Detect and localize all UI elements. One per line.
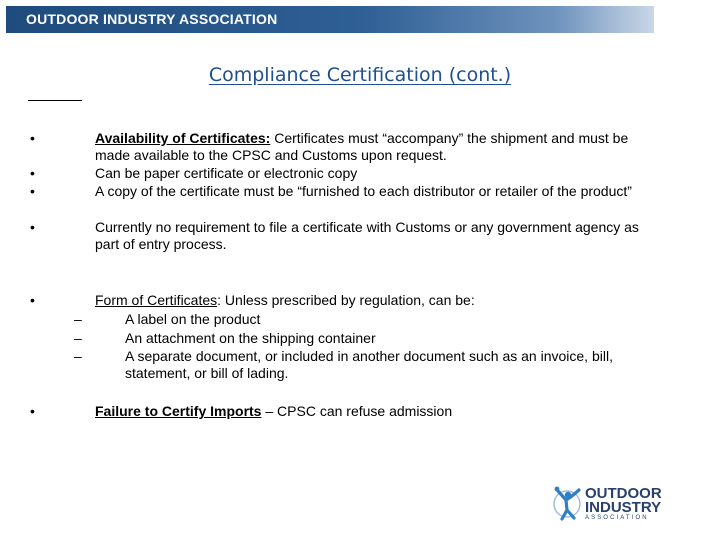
bullet-availability <box>95 130 665 164</box>
sub-item: A label on the product <box>125 311 261 327</box>
header-org-name: OUTDOOR INDUSTRY ASSOCIATION <box>26 11 278 27</box>
title-divider <box>28 100 82 101</box>
bullet-lead: Availability of Certificates: <box>95 130 271 146</box>
bullet-lead: Failure to Certify Imports <box>95 403 262 419</box>
slide-title: Compliance Certification (cont.) <box>208 64 512 86</box>
bullet-failure-to-certify <box>95 403 665 420</box>
bullet-text: – CPSC can refuse admission <box>261 403 453 419</box>
dash-marker: – <box>74 330 82 346</box>
logo-text-line1: OUTDOOR <box>585 485 662 502</box>
sub-item: An attachment on the shipping container <box>125 330 376 346</box>
header-bar <box>6 6 654 33</box>
bullet-marker: • <box>30 292 35 308</box>
bullet-text: Certificates must “accompany” the shipment and must be made available to the CPSC and Customs upon request. <box>95 130 629 163</box>
bullet-marker: • <box>30 183 35 199</box>
bullet-marker: • <box>30 219 35 235</box>
logo-text-line3: ASSOCIATION <box>585 515 649 521</box>
logo-text-line2: INDUSTRY <box>585 499 662 516</box>
footer-logo <box>552 482 702 526</box>
bullet-lead: Form of Certificates <box>95 292 218 308</box>
bullet-furnished-copy: A copy of the certificate must be “furnished to each distributor or retailer of the product” <box>95 183 632 199</box>
climber-figure-icon <box>552 482 586 526</box>
bullet-no-filing-requirement: Currently no requirement to file a certificate with Customs or any government agency as part of entry process. <box>95 219 639 252</box>
dash-marker: – <box>74 348 82 364</box>
bullet-text: : Unless prescribed by regulation, can be: <box>217 292 475 308</box>
dash-marker: – <box>74 311 82 327</box>
bullet-marker: • <box>30 165 35 181</box>
bullet-marker: • <box>30 130 35 146</box>
bullet-paper-electronic: Can be paper certificate or electronic copy <box>95 165 358 181</box>
bullet-marker: • <box>30 403 35 419</box>
bullet-form-of-certificates <box>95 292 665 309</box>
sub-item: A separate document, or included in another document such as an invoice, bill, statement, or bill of lading. <box>125 348 613 381</box>
